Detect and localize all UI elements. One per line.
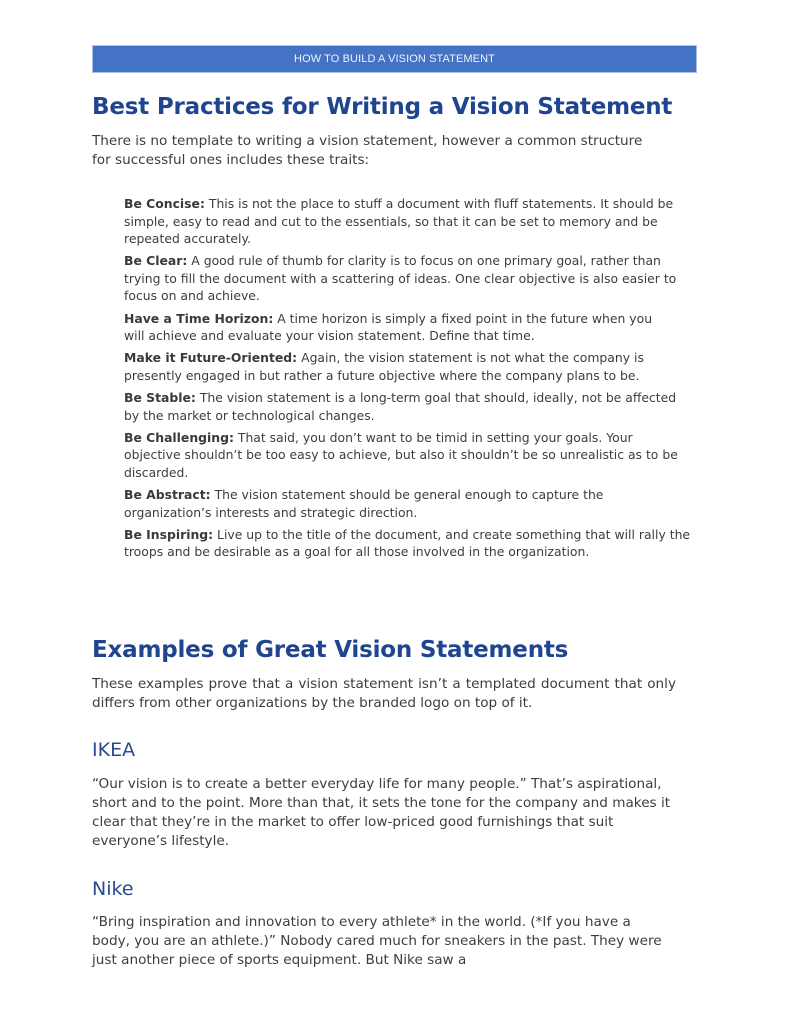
banner-title: HOW TO BUILD A VISION STATEMENT (294, 53, 495, 65)
trait-item (124, 429, 692, 482)
trait-label: Have a Time Horizon: (124, 310, 274, 326)
example-text-nike: “Bring inspiration and innovation to every athlete* in the world. (*If you have a body, you are an athlete.)” Nobody cared much for sneakers in the past. They were just another piece of sports equipment. But Nike saw a (92, 914, 662, 968)
trait-label: Be Stable: (124, 389, 196, 405)
trait-text: The vision statement is a long-term goal that should, ideally, not be affected by the market or technological changes. (124, 389, 677, 423)
trait-item (124, 252, 692, 305)
trait-label: Make it Future-Oriented: (124, 350, 298, 366)
trait-label: Be Clear: (124, 253, 188, 269)
trait-label: Be Abstract: (124, 486, 211, 502)
trait-item (124, 349, 644, 384)
trait-text: Again, the vision statement is not what the company is presently engaged in but rather a future objective where the company plans to be. (124, 350, 644, 383)
trait-text: A time horizon is simply a fixed point in the future when you will achieve and evaluate your vision statement. Define that time. (124, 310, 653, 344)
example-heading-nike: Nike (92, 878, 134, 900)
trait-item (124, 389, 692, 424)
trait-label: Be Inspiring: (124, 526, 214, 542)
trait-text: The vision statement should be general enough to capture the organization’s interests and strategic direction. (124, 486, 604, 520)
trait-label: Be Challenging: (124, 429, 234, 445)
trait-text: Live up to the title of the document, and create something that will rally the troops and be desirable as a goal for all those involved in the organization. (124, 526, 691, 560)
trait-text: A good rule of thumb for clarity is to focus on one primary goal, rather than trying to fill the document with a scattering of ideas. One clear objective is also easier to focus on and achieve. (124, 253, 677, 304)
trait-item (124, 526, 692, 561)
traits-list (124, 195, 692, 565)
section-title-examples: Examples of Great Vision Statements (92, 637, 569, 663)
trait-text: This is not the place to stuff a document with fluff statements. It should be simple, easy to read and cut to the essentials, so that it can be set to memory and be repeated accurately. (124, 196, 674, 247)
section-title-best-practices: Best Practices for Writing a Vision Statement (92, 94, 673, 120)
example-text-ikea: “Our vision is to create a better everyday life for many people.” That’s aspirational, short and to the point. More than that, it sets the tone for the company and makes it clear that they’re in the market to offer low-priced good furnishings that suit everyone’s lifestyle. (92, 776, 671, 849)
trait-label: Be Concise: (124, 196, 205, 211)
trait-item (124, 486, 664, 521)
examples-intro: These examples prove that a vision statement isn’t a templated document that only differs from other organizations by the branded logo on top of it. (92, 676, 676, 711)
example-heading-ikea: IKEA (92, 739, 136, 761)
trait-item (124, 195, 692, 248)
trait-item (124, 310, 654, 345)
header-banner (92, 45, 697, 73)
trait-text: That said, you don’t want to be timid in setting your goals. Your objective shouldn’t be too easy to achieve, but also it shouldn’t be so unrealistic as to be discarded. (124, 429, 678, 480)
best-practices-intro: There is no template to writing a vision statement, however a common structure for successful ones includes these traits: (92, 133, 643, 168)
